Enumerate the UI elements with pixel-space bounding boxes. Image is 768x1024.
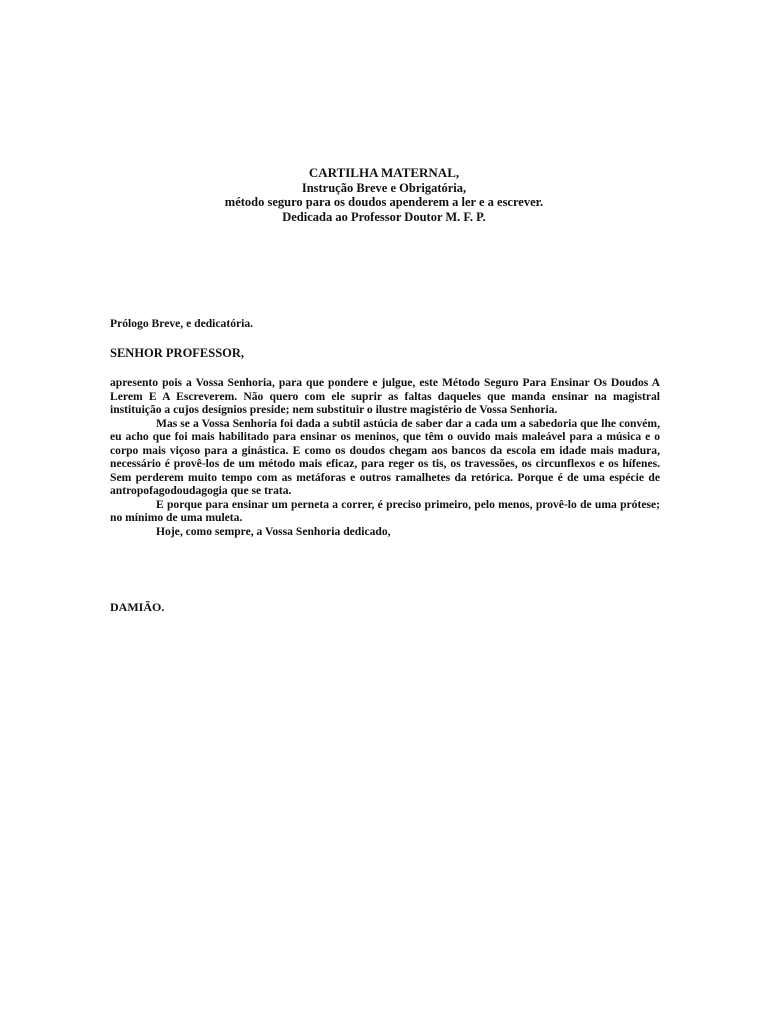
letter-paragraph: Hoje, como sempre, a Vossa Senhoria dedicado, — [156, 524, 391, 538]
letter-body — [110, 376, 660, 538]
letter-paragraph: Mas se a Vossa Senhoria foi dada a subtil astúcia de saber dar a cada um a sabedoria que lhe convém, eu acho que foi mais habilitado para ensinar os meninos, que têm o ouvido mais maleável para a música e o corpo mais viçoso para a ginástica. E como os doudos chegam aos bancos da escola em idade mais madura, necessário é provê-los de um método mais eficaz, para reger os tis, os travessões, os circunflexos e os hífenes. Sem perderem muito tempo com as metáforas e outros ramalhetes da retórica. Porque é de uma espécie de antropofagodoudagogia que se trata. — [110, 416, 660, 497]
document-description: método seguro para os doudos apenderem a ler e a escrever. — [224, 195, 544, 209]
letter-paragraph: E porque para ensinar um perneta a correr, é preciso primeiro, pelo menos, provê-lo de uma prótese; no mínimo de uma muleta. — [110, 497, 660, 524]
letter-paragraph: apresento pois a Vossa Senhoria, para que pondere e julgue, este Método Seguro Para Ensinar Os Doudos A Lerem E A Escreverem. Não quero com ele suprir as faltas daqueles que manda ensinar na magistral instituição a cujos desígnios preside; nem substituir o ilustre magistério de Vossa Senhoria. — [110, 376, 660, 416]
title-block — [0, 166, 768, 224]
signature: DAMIÃO. — [110, 600, 165, 614]
document-subtitle: Instrução Breve e Obrigatória, — [301, 180, 467, 195]
document-dedication: Dedicada ao Professor Doutor M. F. P. — [282, 209, 486, 224]
document-title: CARTILHA MATERNAL, — [308, 165, 460, 180]
salutation: SENHOR PROFESSOR, — [110, 346, 245, 360]
prologue-heading: Prólogo Breve, e dedicatória. — [110, 317, 254, 330]
